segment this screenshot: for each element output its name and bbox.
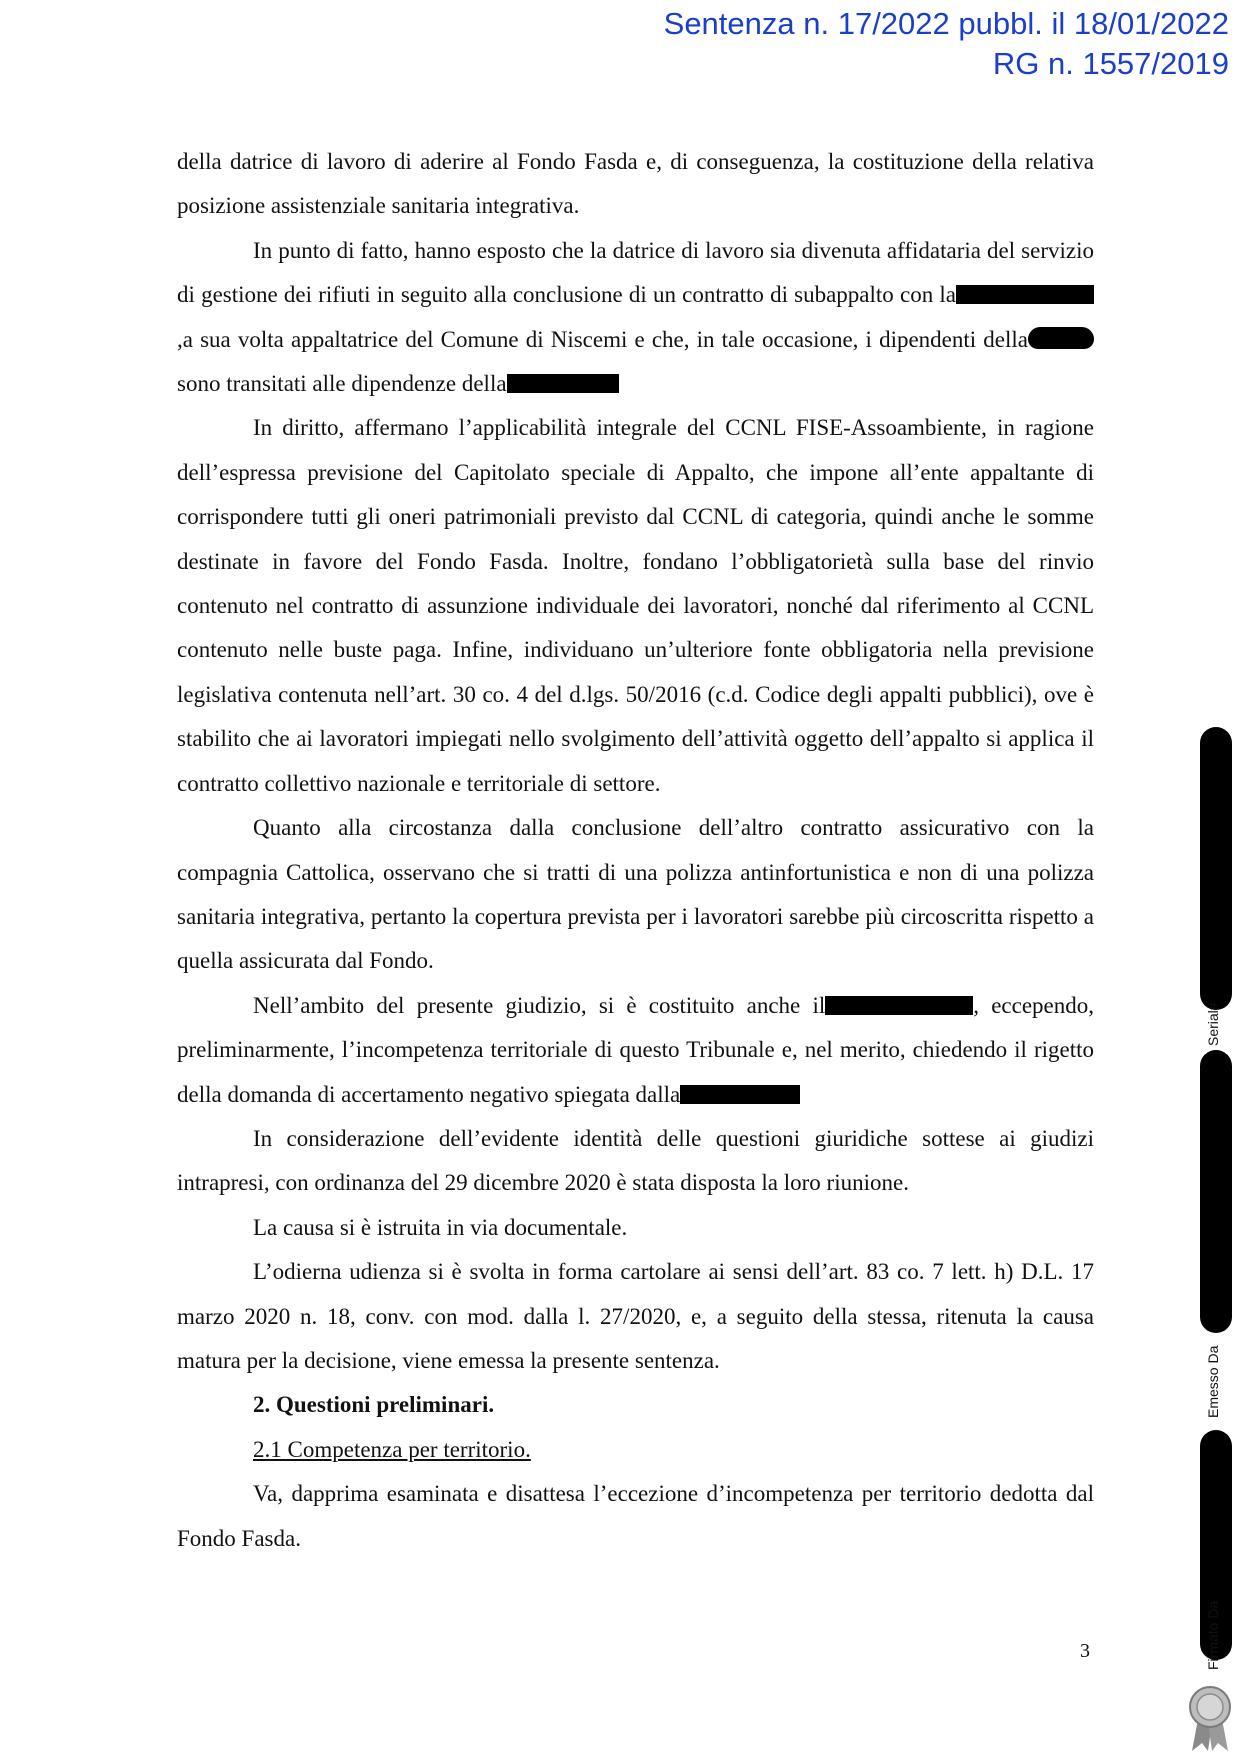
signature-issuer-label: Emesso Da bbox=[1205, 1345, 1221, 1418]
sentence-number: Sentenza n. 17/2022 pubbl. il 18/01/2022 bbox=[663, 6, 1229, 41]
paragraph: La causa si è istruita in via documentale. bbox=[253, 1214, 628, 1240]
seal-icon bbox=[1184, 1683, 1236, 1753]
redaction-block bbox=[956, 285, 1094, 304]
paragraph: Quanto alla circostanza dalla conclusione dell’altro contratto assicurativo con la compagnia Cattolica, osservano che si tratti di una polizza antinfortunistica e non di una polizza sanitaria integrativa, pertanto la copertura prevista per i lavoratori sarebbe più circoscritta rispetto a quella assicurata dal Fondo. bbox=[177, 815, 1094, 974]
paragraph: della datrice di lavoro di aderire al Fondo Fasda e, di conseguenza, la costituzione della relativa posizione assistenziale sanitaria integrativa. bbox=[177, 149, 1094, 219]
paragraph: In considerazione dell’evidente identità delle questioni giuridiche sottese ai giudizi intrapresi, con ordinanza del 29 dicembre 2020 è stata disposta la loro riunione. bbox=[177, 1125, 1094, 1196]
paragraph: Va, dapprima esaminata e disattesa l’eccezione d’incompetenza per territorio dedotta dal Fondo Fasda. bbox=[177, 1481, 1094, 1551]
subsection-heading: 2.1 Competenza per territorio. bbox=[253, 1436, 531, 1462]
document-body bbox=[177, 140, 1094, 1561]
page-number: 3 bbox=[1080, 1640, 1090, 1662]
redaction-block bbox=[825, 996, 973, 1015]
redaction-block bbox=[680, 1085, 800, 1104]
signature-redaction bbox=[1200, 1050, 1232, 1333]
case-number: RG n. 1557/2019 bbox=[992, 46, 1229, 81]
paragraph: In punto di fatto, hanno esposto che la datrice di lavoro sia divenuta affidataria del servizio di gestione dei rifiuti in seguito alla conclusione di un contratto di subappalto con la,a sua volta appaltatrice del Comune di Niscemi e che, in tale occasione, i dipendenti della sono transitati alle dipendenze della bbox=[177, 237, 1094, 397]
section-heading: 2. Questioni preliminari. bbox=[253, 1392, 495, 1418]
paragraph: In diritto, affermano l’applicabilità integrale del CCNL FISE-Assoambiente, in ragione dell’espressa previsione del Capitolato speciale di Appalto, che impone all’ente appaltante di corrispondere tutti gli oneri patrimoniali previsto dal CCNL di categoria, quindi anche le somme destinate in favore del Fondo Fasda. Inoltre, fondano l’obbligatorietà sulla base del rinvio contenuto nel contratto di assunzione individuale dei lavoratori, nonché dal riferimento al CCNL contenuto nelle buste paga. Infine, individuano un’ulteriore fonte obbligatoria nella previsione legislativa contenuta nell’art. 30 co. 4 del d.lgs. 50/2016 (c.d. Codice degli appalti pubblici), ove è stabilito che ai lavoratori impiegati nello svolgimento dell’attività oggetto dell’appalto si applica il contratto collettivo nazionale e territoriale di settore. bbox=[177, 415, 1094, 796]
digital-signature-strip bbox=[1200, 727, 1232, 1672]
paragraph: L’odierna udienza si è svolta in forma cartolare ai sensi dell’art. 83 co. 7 lett. h) D.L. 17 marzo 2020 n. 18, conv. con mod. dalla l. 27/2020, e, a seguito della stessa, ritenuta la causa matura per la decisione, viene emessa la presente sentenza. bbox=[177, 1259, 1094, 1373]
document-header bbox=[664, 4, 1229, 84]
signature-serial-label: Serial# bbox=[1205, 1002, 1221, 1046]
signature-signer-label: Firmato Da bbox=[1205, 1600, 1221, 1670]
redaction-block bbox=[507, 374, 619, 393]
paragraph: Nell’ambito del presente giudizio, si è costituito anche il , eccependo, preliminarmente, l’incompetenza territoriale di questo Tribunale e, nel merito, chiedendo il rigetto della domanda di accertamento negativo spiegata dalla bbox=[177, 992, 1095, 1107]
redaction-block bbox=[1028, 327, 1094, 349]
signature-redaction bbox=[1200, 727, 1232, 1010]
redacted-text: la, bbox=[177, 282, 1094, 351]
